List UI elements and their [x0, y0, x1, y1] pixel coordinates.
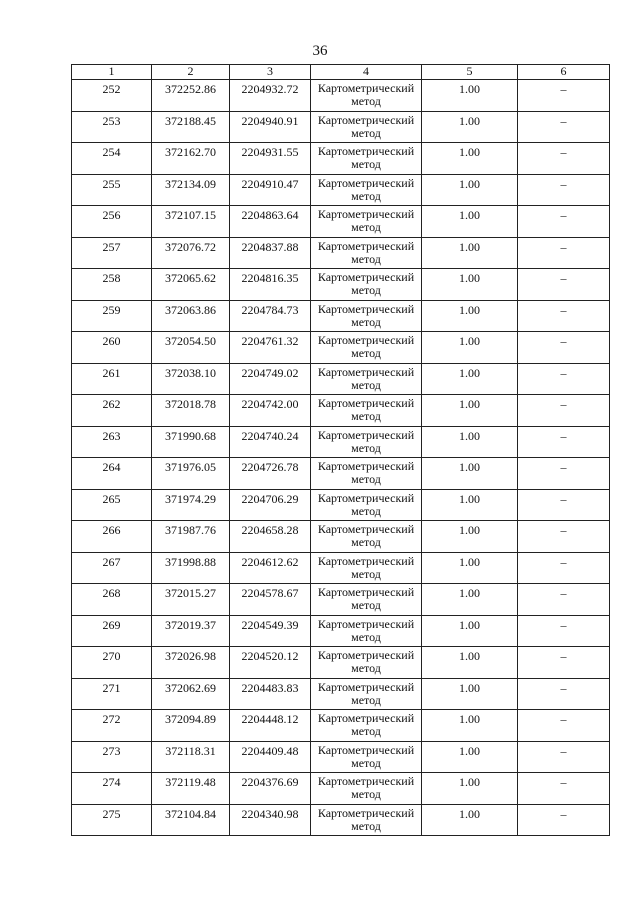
table-row	[72, 741, 610, 773]
accuracy-cell: 1.00	[422, 615, 518, 647]
table-row	[72, 395, 610, 427]
coord-x-cell: 372062.69	[152, 678, 230, 710]
accuracy-cell: 1.00	[422, 426, 518, 458]
coord-y-cell: 2204910.47	[230, 174, 311, 206]
accuracy-cell: 1.00	[422, 143, 518, 175]
note-cell: –	[518, 237, 610, 269]
point-number-cell: 266	[72, 521, 152, 553]
accuracy-cell: 1.00	[422, 804, 518, 836]
coord-y-cell: 2204549.39	[230, 615, 311, 647]
note-cell: –	[518, 426, 610, 458]
method-cell: Картометрический метод	[311, 300, 422, 332]
table-row	[72, 678, 610, 710]
coord-x-cell: 372252.86	[152, 80, 230, 112]
coord-x-cell: 371990.68	[152, 426, 230, 458]
accuracy-cell: 1.00	[422, 710, 518, 742]
header-col-1: 1	[72, 65, 152, 80]
table-row	[72, 710, 610, 742]
accuracy-cell: 1.00	[422, 300, 518, 332]
method-cell: Картометрический метод	[311, 584, 422, 616]
coord-y-cell: 2204340.98	[230, 804, 311, 836]
note-cell: –	[518, 363, 610, 395]
coord-y-cell: 2204658.28	[230, 521, 311, 553]
point-number-cell: 273	[72, 741, 152, 773]
table-row	[72, 552, 610, 584]
coord-x-cell: 372094.89	[152, 710, 230, 742]
coord-y-cell: 2204931.55	[230, 143, 311, 175]
point-number-cell: 264	[72, 458, 152, 490]
coord-x-cell: 371998.88	[152, 552, 230, 584]
method-cell: Картометрический метод	[311, 521, 422, 553]
table-row	[72, 237, 610, 269]
note-cell: –	[518, 710, 610, 742]
coord-x-cell: 372134.09	[152, 174, 230, 206]
accuracy-cell: 1.00	[422, 269, 518, 301]
header-col-6: 6	[518, 65, 610, 80]
table-row	[72, 111, 610, 143]
coord-y-cell: 2204520.12	[230, 647, 311, 679]
accuracy-cell: 1.00	[422, 647, 518, 679]
coord-y-cell: 2204761.32	[230, 332, 311, 364]
table-row	[72, 426, 610, 458]
accuracy-cell: 1.00	[422, 458, 518, 490]
coord-x-cell: 372038.10	[152, 363, 230, 395]
method-cell: Картометрический метод	[311, 741, 422, 773]
coord-x-cell: 371974.29	[152, 489, 230, 521]
coord-y-cell: 2204612.62	[230, 552, 311, 584]
accuracy-cell: 1.00	[422, 741, 518, 773]
note-cell: –	[518, 332, 610, 364]
coord-x-cell: 372104.84	[152, 804, 230, 836]
coord-x-cell: 372019.37	[152, 615, 230, 647]
method-cell: Картометрический метод	[311, 804, 422, 836]
method-cell: Картометрический метод	[311, 395, 422, 427]
method-cell: Картометрический метод	[311, 237, 422, 269]
method-cell: Картометрический метод	[311, 710, 422, 742]
method-cell: Картометрический метод	[311, 332, 422, 364]
point-number-cell: 267	[72, 552, 152, 584]
header-col-5: 5	[422, 65, 518, 80]
coord-x-cell: 372162.70	[152, 143, 230, 175]
note-cell: –	[518, 206, 610, 238]
point-number-cell: 272	[72, 710, 152, 742]
coord-y-cell: 2204578.67	[230, 584, 311, 616]
coord-x-cell: 372118.31	[152, 741, 230, 773]
page-number: 36	[312, 43, 328, 59]
point-number-cell: 256	[72, 206, 152, 238]
coord-x-cell: 371987.76	[152, 521, 230, 553]
note-cell: –	[518, 741, 610, 773]
point-number-cell: 268	[72, 584, 152, 616]
coord-y-cell: 2204837.88	[230, 237, 311, 269]
table-row	[72, 615, 610, 647]
accuracy-cell: 1.00	[422, 111, 518, 143]
table-header	[72, 65, 610, 80]
coord-x-cell: 372054.50	[152, 332, 230, 364]
header-col-3: 3	[230, 65, 311, 80]
coord-x-cell: 372026.98	[152, 647, 230, 679]
table-row	[72, 206, 610, 238]
method-cell: Картометрический метод	[311, 206, 422, 238]
note-cell: –	[518, 773, 610, 805]
coord-y-cell: 2204863.64	[230, 206, 311, 238]
coord-x-cell: 372018.78	[152, 395, 230, 427]
accuracy-cell: 1.00	[422, 395, 518, 427]
table-row	[72, 584, 610, 616]
accuracy-cell: 1.00	[422, 773, 518, 805]
method-cell: Картометрический метод	[311, 615, 422, 647]
note-cell: –	[518, 489, 610, 521]
accuracy-cell: 1.00	[422, 678, 518, 710]
coord-x-cell: 372065.62	[152, 269, 230, 301]
method-cell: Картометрический метод	[311, 647, 422, 679]
point-number-cell: 260	[72, 332, 152, 364]
coord-x-cell: 372015.27	[152, 584, 230, 616]
note-cell: –	[518, 521, 610, 553]
accuracy-cell: 1.00	[422, 206, 518, 238]
method-cell: Картометрический метод	[311, 80, 422, 112]
method-cell: Картометрический метод	[311, 552, 422, 584]
table-row	[72, 332, 610, 364]
point-number-cell: 257	[72, 237, 152, 269]
note-cell: –	[518, 174, 610, 206]
accuracy-cell: 1.00	[422, 584, 518, 616]
coord-x-cell: 372076.72	[152, 237, 230, 269]
point-number-cell: 258	[72, 269, 152, 301]
point-number-cell: 274	[72, 773, 152, 805]
coord-x-cell: 371976.05	[152, 458, 230, 490]
table-row	[72, 269, 610, 301]
accuracy-cell: 1.00	[422, 80, 518, 112]
point-number-cell: 275	[72, 804, 152, 836]
coord-y-cell: 2204940.91	[230, 111, 311, 143]
method-cell: Картометрический метод	[311, 269, 422, 301]
coord-y-cell: 2204932.72	[230, 80, 311, 112]
point-number-cell: 253	[72, 111, 152, 143]
method-cell: Картометрический метод	[311, 174, 422, 206]
accuracy-cell: 1.00	[422, 237, 518, 269]
point-number-cell: 252	[72, 80, 152, 112]
coord-y-cell: 2204483.83	[230, 678, 311, 710]
coord-y-cell: 2204409.48	[230, 741, 311, 773]
note-cell: –	[518, 269, 610, 301]
point-number-cell: 261	[72, 363, 152, 395]
method-cell: Картометрический метод	[311, 773, 422, 805]
coord-x-cell: 372063.86	[152, 300, 230, 332]
accuracy-cell: 1.00	[422, 174, 518, 206]
coord-y-cell: 2204740.24	[230, 426, 311, 458]
coord-y-cell: 2204726.78	[230, 458, 311, 490]
coord-y-cell: 2204376.69	[230, 773, 311, 805]
note-cell: –	[518, 552, 610, 584]
table-row	[72, 174, 610, 206]
accuracy-cell: 1.00	[422, 363, 518, 395]
coord-y-cell: 2204784.73	[230, 300, 311, 332]
method-cell: Картометрический метод	[311, 143, 422, 175]
note-cell: –	[518, 584, 610, 616]
header-row	[72, 65, 610, 80]
method-cell: Картометрический метод	[311, 111, 422, 143]
table-row	[72, 647, 610, 679]
method-cell: Картометрический метод	[311, 363, 422, 395]
table-row	[72, 804, 610, 836]
table-row	[72, 363, 610, 395]
header-col-4: 4	[311, 65, 422, 80]
point-number-cell: 254	[72, 143, 152, 175]
note-cell: –	[518, 111, 610, 143]
table-row	[72, 300, 610, 332]
coord-y-cell: 2204816.35	[230, 269, 311, 301]
header-col-2: 2	[152, 65, 230, 80]
point-number-cell: 262	[72, 395, 152, 427]
note-cell: –	[518, 80, 610, 112]
coord-y-cell: 2204749.02	[230, 363, 311, 395]
table-row	[72, 773, 610, 805]
table-body	[72, 80, 610, 836]
point-number-cell: 259	[72, 300, 152, 332]
method-cell: Картометрический метод	[311, 678, 422, 710]
point-number-cell: 255	[72, 174, 152, 206]
table-row	[72, 521, 610, 553]
coordinates-table	[71, 64, 610, 836]
note-cell: –	[518, 804, 610, 836]
note-cell: –	[518, 300, 610, 332]
coord-x-cell: 372107.15	[152, 206, 230, 238]
method-cell: Картометрический метод	[311, 458, 422, 490]
table-row	[72, 143, 610, 175]
note-cell: –	[518, 395, 610, 427]
note-cell: –	[518, 678, 610, 710]
point-number-cell: 263	[72, 426, 152, 458]
method-cell: Картометрический метод	[311, 489, 422, 521]
coord-y-cell: 2204448.12	[230, 710, 311, 742]
note-cell: –	[518, 143, 610, 175]
point-number-cell: 265	[72, 489, 152, 521]
coord-x-cell: 372188.45	[152, 111, 230, 143]
accuracy-cell: 1.00	[422, 552, 518, 584]
point-number-cell: 270	[72, 647, 152, 679]
note-cell: –	[518, 647, 610, 679]
coord-x-cell: 372119.48	[152, 773, 230, 805]
table-row	[72, 458, 610, 490]
point-number-cell: 271	[72, 678, 152, 710]
coord-y-cell: 2204742.00	[230, 395, 311, 427]
table-row	[72, 489, 610, 521]
accuracy-cell: 1.00	[422, 521, 518, 553]
accuracy-cell: 1.00	[422, 332, 518, 364]
point-number-cell: 269	[72, 615, 152, 647]
note-cell: –	[518, 458, 610, 490]
note-cell: –	[518, 615, 610, 647]
coord-y-cell: 2204706.29	[230, 489, 311, 521]
table-row	[72, 80, 610, 112]
accuracy-cell: 1.00	[422, 489, 518, 521]
method-cell: Картометрический метод	[311, 426, 422, 458]
